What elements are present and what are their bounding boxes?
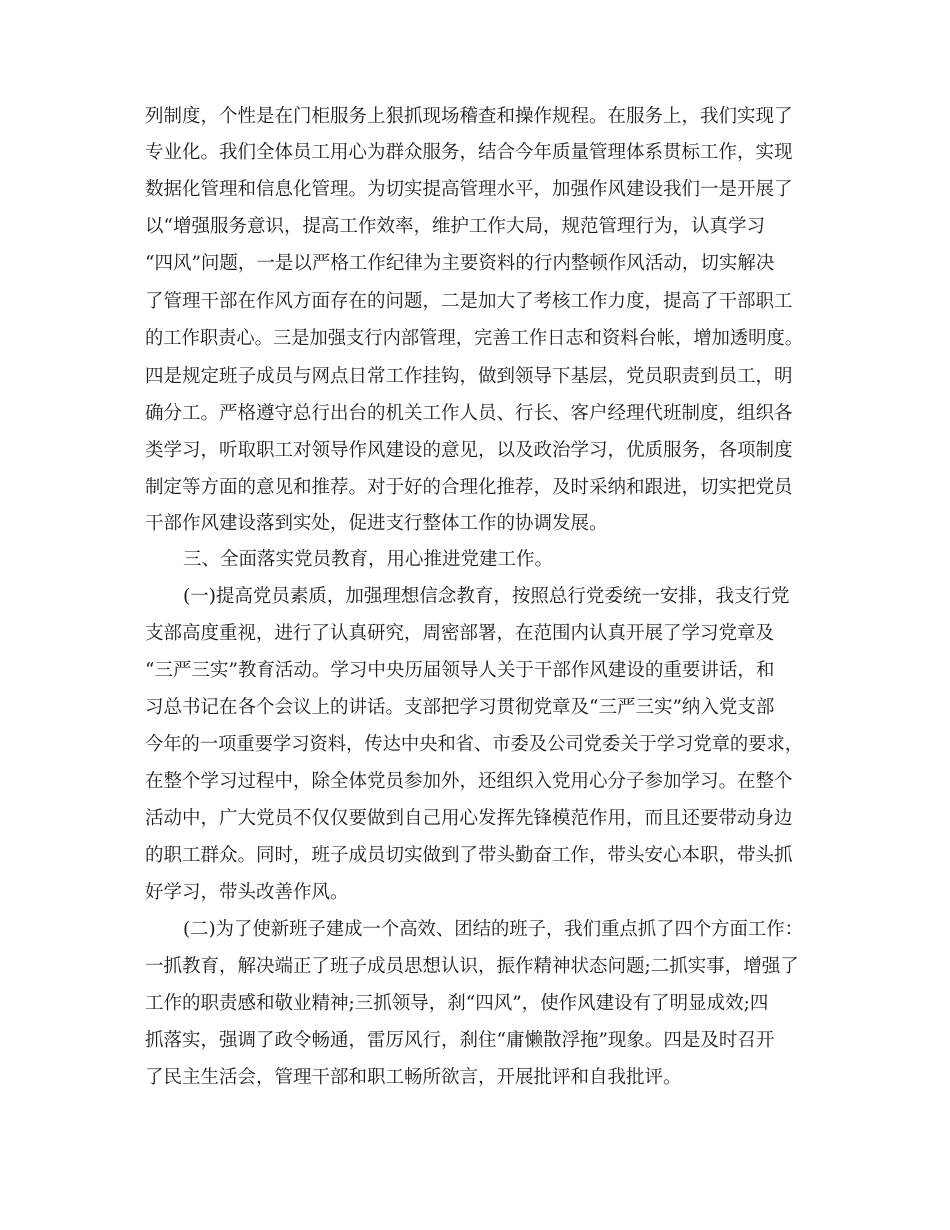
text-line: 一抓教育，解决端正了班子成员思想认识，振作精神状态问题;二抓实事，增强了	[145, 956, 799, 977]
text-line: 在整个学习过程中，除全体党员参加外，还组织入党用心分子参加学习。在整个	[145, 771, 793, 792]
text-line: 专业化。我们全体员工用心为群众服务，结合今年质量管理体系贯标工作，实现	[145, 142, 793, 163]
text-line: 类学习，听取职工对领导作风建设的意见，以及政治学习，优质服务，各项制度	[145, 440, 793, 461]
text-line: 了管理干部在作风方面存在的问题，二是加大了考核工作力度，提高了干部职工	[145, 291, 793, 312]
text-line: 了民主生活会，管理干部和职工畅所欲言，开展批评和自我批评。	[145, 1067, 682, 1088]
text-line: (一)提高党员素质，加强理想信念教育，按照总行党委统一安排，我支行党	[183, 586, 790, 607]
text-line: 好学习，带头改善作风。	[145, 882, 349, 903]
text-line: 干部作风建设落到实处，促进支行整体工作的协调发展。	[145, 513, 608, 534]
text-line: 的工作职责心。三是加强支行内部管理，完善工作日志和资料台帐，增加透明度。	[145, 328, 804, 349]
text-line: 数据化管理和信息化管理。为切实提高管理水平，加强作风建设我们一是开展了	[145, 179, 793, 200]
text-line: 习总书记在各个会议上的讲话。支部把学习贯彻党章及“三严三实”纳入党支部	[145, 697, 775, 718]
text-line: 活动中，广大党员不仅仅要做到自己用心发挥先锋模范作用，而且还要带动身边	[145, 808, 793, 829]
text-line: 制定等方面的意见和推荐。对于好的合理化推荐，及时采纳和跟进，切实把党员	[145, 477, 793, 498]
text-line: 抓落实，强调了政令畅通，雷厉风行，刹住“庸懒散浮拖”现象。四是及时召开	[145, 1030, 775, 1051]
text-line: 支部高度重视，进行了认真研究，周密部署，在范围内认真开展了学习党章及	[145, 623, 775, 644]
text-line: 以“增强服务意识，提高工作效率，维护工作大局，规范管理行为，认真学习	[145, 216, 765, 237]
text-line: “三严三实”教育活动。学习中央历届领导人关于干部作风建设的重要讲话，和	[145, 660, 775, 681]
text-line: 的职工群众。同时，班子成员切实做到了带头勤奋工作，带头安心本职，带头抓	[145, 845, 793, 866]
text-line: 工作的职责感和敬业精神;三抓领导，刹“四风”，使作风建设有了明显成效;四	[145, 993, 769, 1014]
text-line: 今年的一项重要学习资料，传达中央和省、市委及公司党委关于学习党章的要求，	[145, 734, 804, 755]
text-line: (二)为了使新班子建成一个高效、团结的班子，我们重点抓了四个方面工作：	[183, 919, 803, 940]
text-line: “四风”问题，一是以严格工作纪律为主要资料的行内整顿作风活动，切实解决	[145, 253, 775, 274]
text-line: 确分工。严格遵守总行出台的机关工作人员、行长、客户经理代班制度，组织各	[145, 403, 793, 424]
text-line: 四是规定班子成员与网点日常工作挂钩，做到领导下基层，党员职责到员工，明	[145, 366, 793, 387]
section-heading: 三、全面落实党员教育，用心推进党建工作。	[183, 549, 554, 570]
text-line: 列制度，个性是在门柜服务上狠抓现场稽查和操作规程。在服务上，我们实现了	[145, 106, 793, 127]
